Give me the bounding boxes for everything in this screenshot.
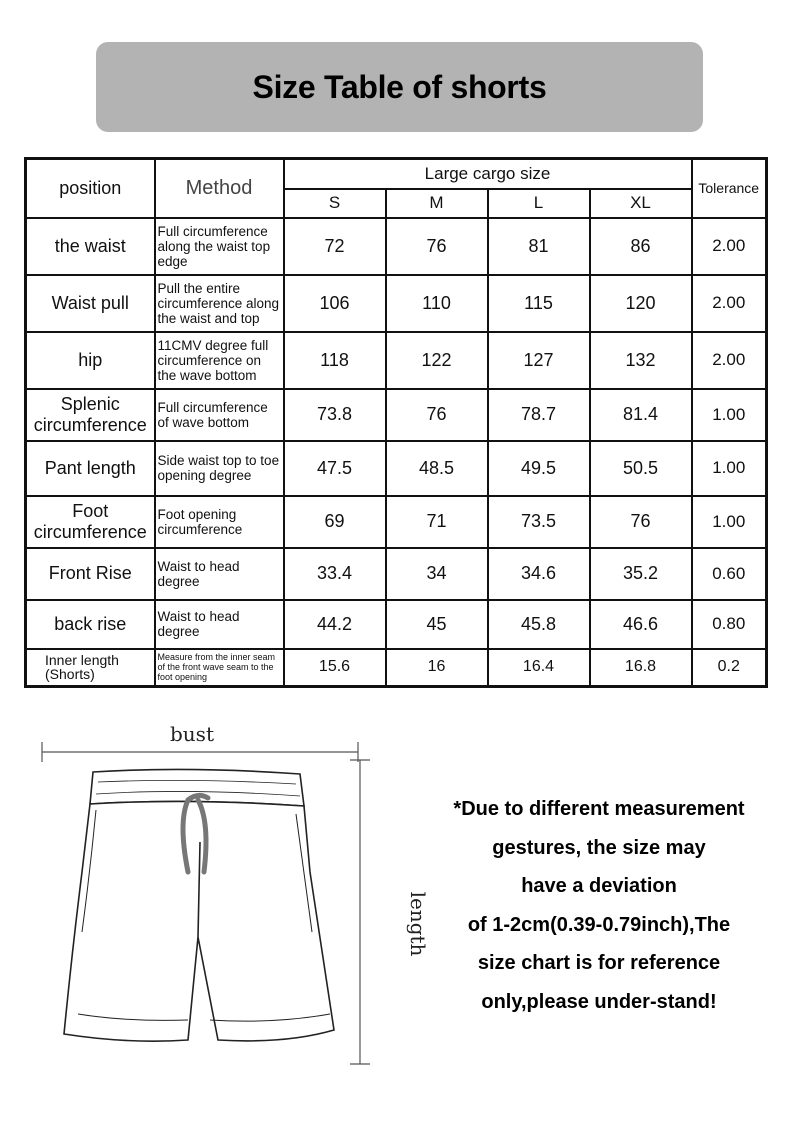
row-value-l: 78.7 [488,389,590,441]
row-tolerance: 1.00 [692,496,767,548]
row-value-s: 15.6 [284,649,386,687]
row-value-m: 16 [386,649,488,687]
row-value-l: 49.5 [488,441,590,496]
row-method: Full circumference of wave bottom [155,389,284,441]
row-value-m: 45 [386,600,488,649]
row-value-xl: 16.8 [590,649,692,687]
row-method: Pull the entire circumference along the waist and top [155,275,284,332]
row-value-l: 16.4 [488,649,590,687]
table-row [26,332,767,389]
note-line: gestures, the size may [492,836,706,859]
title-banner [96,42,703,132]
row-value-m: 34 [386,548,488,600]
row-value-l: 81 [488,218,590,275]
header-tolerance: Tolerance [692,159,767,218]
row-value-s: 44.2 [284,600,386,649]
note-line: only,please under-stand! [481,990,717,1013]
row-value-s: 47.5 [284,441,386,496]
row-value-xl: 50.5 [590,441,692,496]
row-value-l: 73.5 [488,496,590,548]
header-size-s: S [284,189,386,218]
size-table [24,157,768,688]
bust-measure-line [42,742,358,762]
row-value-l: 127 [488,332,590,389]
row-value-m: 76 [386,218,488,275]
note-line: have a deviation [521,875,677,897]
row-value-s: 33.4 [284,548,386,600]
row-value-xl: 76 [590,496,692,548]
note-line: of 1-2cm(0.39-0.79inch),The [467,913,731,936]
row-position: Inner length (Shorts) [26,649,155,687]
header-position: position [26,159,155,218]
row-method: Measure from the inner seam of the front wave seam to the foot opening [155,649,284,687]
table-row [26,600,767,649]
note-line: *Due to different measurement [453,798,745,820]
row-position: Waist pull [26,275,155,332]
header-size-l: L [488,189,590,218]
table-row [26,275,767,332]
table-row [26,548,767,600]
row-value-xl: 46.6 [590,600,692,649]
row-value-s: 69 [284,496,386,548]
row-tolerance: 1.00 [692,441,767,496]
page-title: Size Table of shorts [252,68,547,105]
row-position: the waist [26,218,155,275]
table-row [26,496,767,548]
row-value-s: 118 [284,332,386,389]
row-tolerance: 2.00 [692,332,767,389]
row-value-m: 76 [386,389,488,441]
row-tolerance: 0.2 [692,649,767,687]
row-value-xl: 132 [590,332,692,389]
row-value-xl: 81.4 [590,389,692,441]
row-position: Foot circumference [26,496,155,548]
row-value-s: 72 [284,218,386,275]
row-method: Full circumference along the waist top edge [155,218,284,275]
header-size-m: M [386,189,488,218]
row-value-m: 110 [386,275,488,332]
row-tolerance: 2.00 [692,275,767,332]
table-row [26,649,767,687]
bust-label: bust [170,722,214,746]
shorts-outline [64,769,334,1041]
row-position: Splenic circumference [26,389,155,441]
header-size-xl: XL [590,189,692,218]
row-position: hip [26,332,155,389]
table-row [26,218,767,275]
row-value-m: 48.5 [386,441,488,496]
row-method: Foot opening circumference [155,496,284,548]
row-position: Pant length [26,441,155,496]
row-value-l: 45.8 [488,600,590,649]
row-method: 11CMV degree full circumference on the wave bottom [155,332,284,389]
measurement-note [418,790,780,1021]
row-method: Waist to head degree [155,548,284,600]
header-method: Method [155,159,284,218]
header-size-group: Large cargo size [284,159,692,189]
row-method: Side waist top to toe opening degree [155,441,284,496]
table-header-row [26,159,767,189]
shorts-diagram [38,722,398,1072]
row-value-xl: 120 [590,275,692,332]
length-label: length [406,891,430,957]
table-row [26,389,767,441]
row-position: back rise [26,600,155,649]
row-value-m: 71 [386,496,488,548]
table-row [26,441,767,496]
row-value-xl: 86 [590,218,692,275]
row-value-m: 122 [386,332,488,389]
row-tolerance: 1.00 [692,389,767,441]
row-tolerance: 0.80 [692,600,767,649]
note-line: size chart is for reference [477,952,721,974]
row-method: Waist to head degree [155,600,284,649]
row-value-l: 115 [488,275,590,332]
row-value-xl: 35.2 [590,548,692,600]
length-measure-line [350,760,370,1064]
row-value-l: 34.6 [488,548,590,600]
row-value-s: 106 [284,275,386,332]
row-tolerance: 2.00 [692,218,767,275]
row-value-s: 73.8 [284,389,386,441]
row-tolerance: 0.60 [692,548,767,600]
row-position: Front Rise [26,548,155,600]
